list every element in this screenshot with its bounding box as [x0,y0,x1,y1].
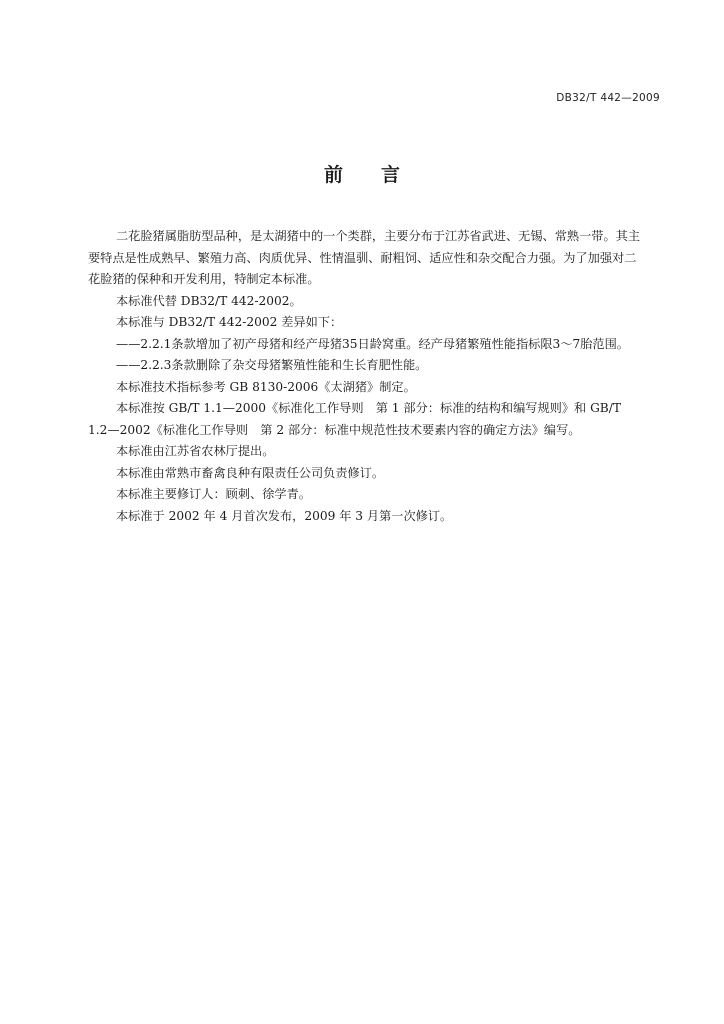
text-line: ——2.2.3条款删除了杂交母猪繁殖性能和生长育肥性能。 [116,358,428,372]
paragraph-change-1 [116,334,660,356]
paragraph-reviser-org [116,463,660,485]
text-line: 本标准于 2002 年 4 月首次发布，2009 年 3 月第一次修订。 [116,508,453,523]
page-title: 前言 [323,164,438,186]
text-line: 本标准由常熟市畜禽良种有限责任公司负责修订。 [116,465,385,480]
paragraph-drafting-rules [88,398,660,441]
text-line: 本标准技术指标参考 GB 8130-2006《太湖猪》制定。 [116,379,416,394]
paragraph-proposer [116,441,660,463]
text-line: 本标准与 DB32/T 442-2002 差异如下： [116,315,343,329]
paragraph-replaces [116,291,660,313]
paragraph-reference [116,377,660,399]
text-line: 本标准代替 DB32/T 442-2002。 [116,293,302,308]
foreword-body [88,226,660,527]
paragraph-change-2 [116,355,660,377]
paragraph-revisers [116,484,660,506]
text-line: 1.2—2002《标准化工作导则 第 2 部分：标准中规范性技术要素内容的确定方法》编写。 [88,422,581,437]
text-line: 二花脸猪属脂肪型品种，是太湖猪中的一个类群，主要分布于江苏省武进、无锡、常熟一带。其主 [116,229,641,243]
text-line: 本标准按 GB/T 1.1—2000《标准化工作导则 第 1 部分：标准的结构和编写规则》和 GB/T [116,401,622,415]
paragraph-history [116,506,660,528]
paragraph-differences [116,312,660,334]
document-code: DB32/T 442—2009 [556,92,660,104]
text-line: ——2.2.1条款增加了初产母猪和经产母猪35日龄窝重。经产母猪繁殖性能指标限3～7胎范围。 [116,336,629,351]
text-line: 本标准主要修订人：顾刺、徐学青。 [116,487,311,501]
text-line: 本标准由江苏省农林厅提出。 [116,444,275,458]
paragraph-intro [88,226,660,291]
text-line: 花脸猪的保种和开发利用，特制定本标准。 [88,272,320,286]
text-line: 要特点是性成熟早、繁殖力高、肉质优异、性情温驯、耐粗饲、适应性和杂交配合力强。为了加强对二 [88,250,637,265]
